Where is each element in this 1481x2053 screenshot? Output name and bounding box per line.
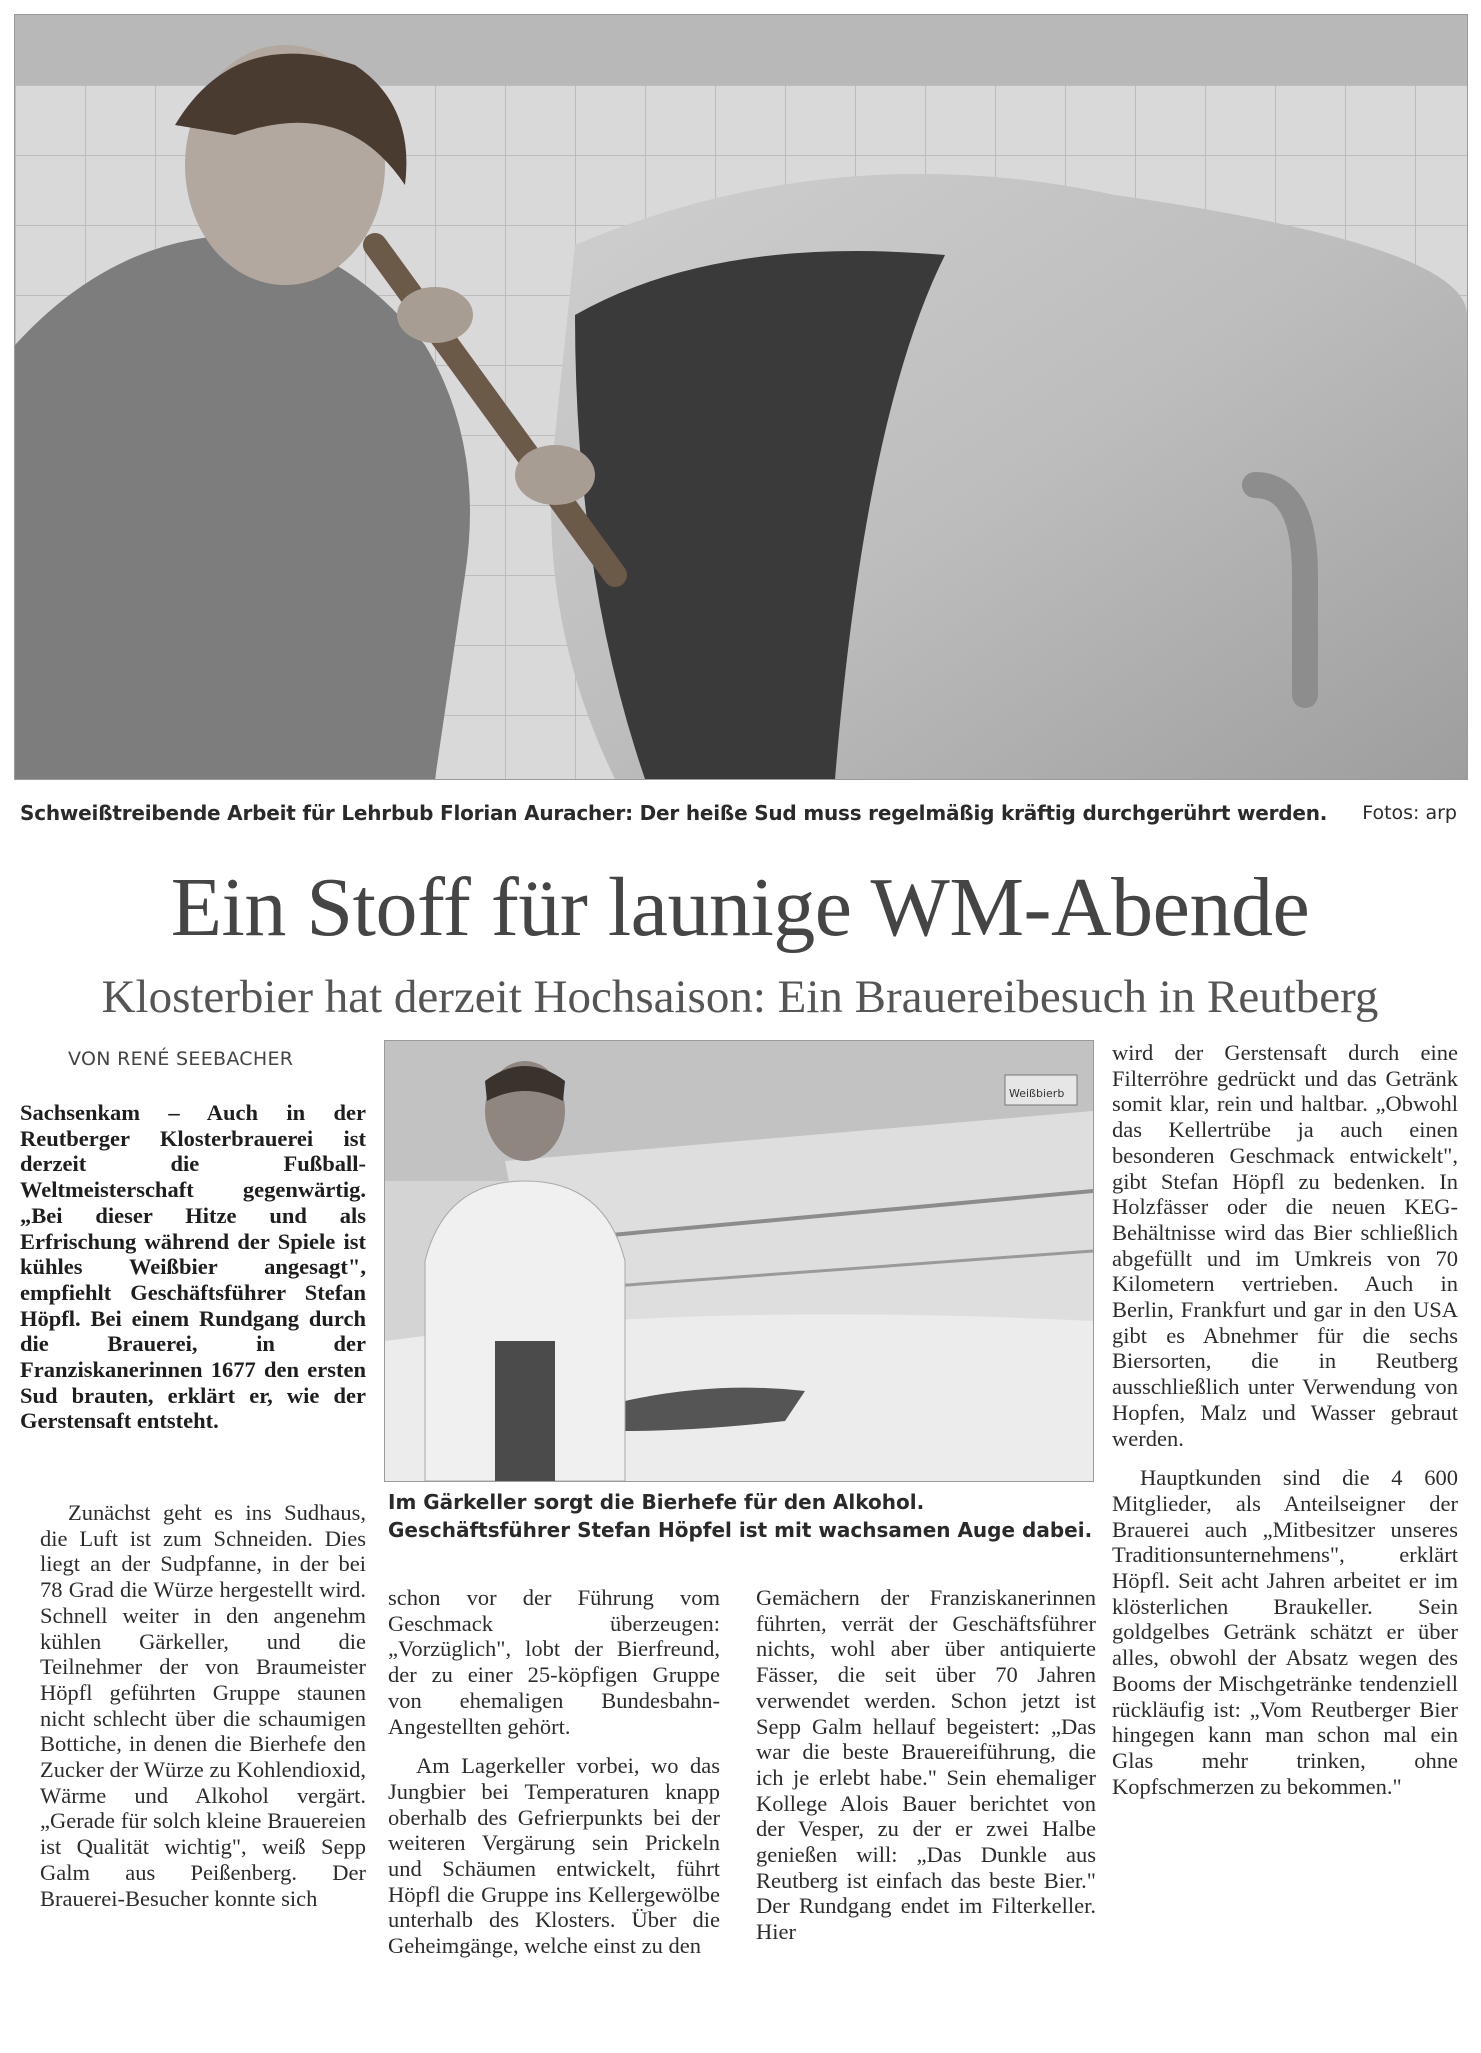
top-photo-caption: Schweißtreibende Arbeit für Lehrbub Florian Auracher: Der heiße Sud muss regelmäßig kräftig durchgerührt werden.: [20, 801, 1328, 825]
middle-photo-caption: Im Gärkeller sorgt die Bierhefe für den Alkohol. Geschäftsführer Stefan Höpfel ist mit wachsamen Auge dabei.: [388, 1490, 1093, 1542]
column-4-paragraph-1: wird der Gerstensaft durch eine Filterröhre gedrückt und das Getränk somit klar, rein und haltbar. „Obwohl das Kellertrübe ja auch einen besonderen Geschmack entwickelt", gibt Stefan Höpfl zu bedenken. In Holzfässer oder die neuen KEG-Behältnisse wird das Bier schließlich abgefüllt und im Umkreis von 70 Kilometern vertrieben. Auch in Berlin, Frankfurt und gar in den USA gibt es Abnehmer für die sechs Biersorten, die in Reutberg ausschließlich unter Verwendung von Hopfen, Malz und Wasser gebraut werden.: [1112, 1040, 1458, 1451]
byline: VON RENÉ SEEBACHER: [68, 1048, 294, 1070]
cellar-sign: Weißbierb: [1009, 1087, 1065, 1100]
article-column-2: [388, 1585, 720, 1959]
headline: Ein Stoff für launige WM-Abende: [170, 861, 1310, 954]
middle-photo: [384, 1040, 1094, 1482]
column-4-paragraph-2: Hauptkunden sind die 4 600 Mitglieder, als Anteilseigner der Brauerei auch „Mitbesitzer unseres Traditionsunternehmens", erklärt Höpfl. Seit acht Jahren arbeitet er im klösterlichen Braukeller. Sein goldgelbes Getränk schätzt er über alles, obwohl der Absatz wegen des Booms der Mischgetränke tendenziell rückläufig ist: „Vom Reutberger Bier hingegen kann man schon mal ein Glas mehr trinken, ohne Kopfschmerzen zu bekommen.": [1112, 1465, 1458, 1799]
photo-credit: Fotos: arp: [1362, 802, 1457, 824]
column-2-paragraph-1: schon vor der Führung vom Geschmack überzeugen: „Vorzüglich", lobt der Bierfreund, der zu einer 25-köpfigen Gruppe von ehemaligen Bundesbahn-Angestellten gehört.: [388, 1585, 720, 1739]
subheadline: Klosterbier hat derzeit Hochsaison: Ein Brauereibesuch in Reutberg: [101, 971, 1379, 1023]
top-photo: [14, 14, 1468, 780]
column-2-paragraph-2: Am Lagerkeller vorbei, wo das Jungbier bei Temperaturen knapp oberhalb des Gefrierpunkts bei der weiteren Vergärung sein Prickeln und Schäumen entwickelt, führt Höpfl die Gruppe ins Kellergewölbe unterhalb des Klosters. Über die Geheimgänge, welche einst zu den: [388, 1753, 720, 1959]
article-column-3: Gemächern der Franziskanerinnen führten, verrät der Geschäftsführer nichts, wohl aber über antiquierte Fässer, die seit über 70 Jahren verwendet werden. Schon jetzt ist Sepp Galm hellauf begeistert: „Das war die beste Brauereiführung, die ich je erlebt habe." Sein ehemaliger Kollege Alois Bauer berichtet von der Vesper, zu der er zwei Halbe genießen will: „Das Dunkle aus Reutberg ist einfach das beste Bier." Der Rundgang endet im Filterkeller. Hier: [756, 1585, 1096, 1945]
article-column-4: [1112, 1040, 1458, 1799]
article-lead: Sachsenkam – Auch in der Reutberger Klosterbrauerei ist derzeit die Fußball-Weltmeisterschaft gegenwärtig. „Bei dieser Hitze und als Erfrischung während der Spiele ist kühles Weißbier angesagt", empfiehlt Geschäftsführer Stefan Höpfl. Bei einem Rundgang durch die Brauerei, in der Franziskanerinnen 1677 den ersten Sud brauten, erklärt er, wie der Gerstensaft entsteht.: [20, 1100, 366, 1434]
article-column-1: Zunächst geht es ins Sudhaus, die Luft ist zum Schneiden. Dies liegt an der Sudpfanne, in der bei 78 Grad die Würze hergestellt wird. Schnell weiter in den angenehm kühlen Gärkeller, und die Teilnehmer der von Braumeister Höpfl geführten Gruppe staunen nicht schlecht über die schaumigen Bottiche, in denen die Bierhefe den Zucker der Würze zu Kohlendioxid, Wärme und Alkohol vergärt. „Gerade für solch kleine Brauereien ist Qualität wichtig", weiß Sepp Galm aus Peißenberg. Der Brauerei-Besucher konnte sich: [40, 1500, 366, 1911]
